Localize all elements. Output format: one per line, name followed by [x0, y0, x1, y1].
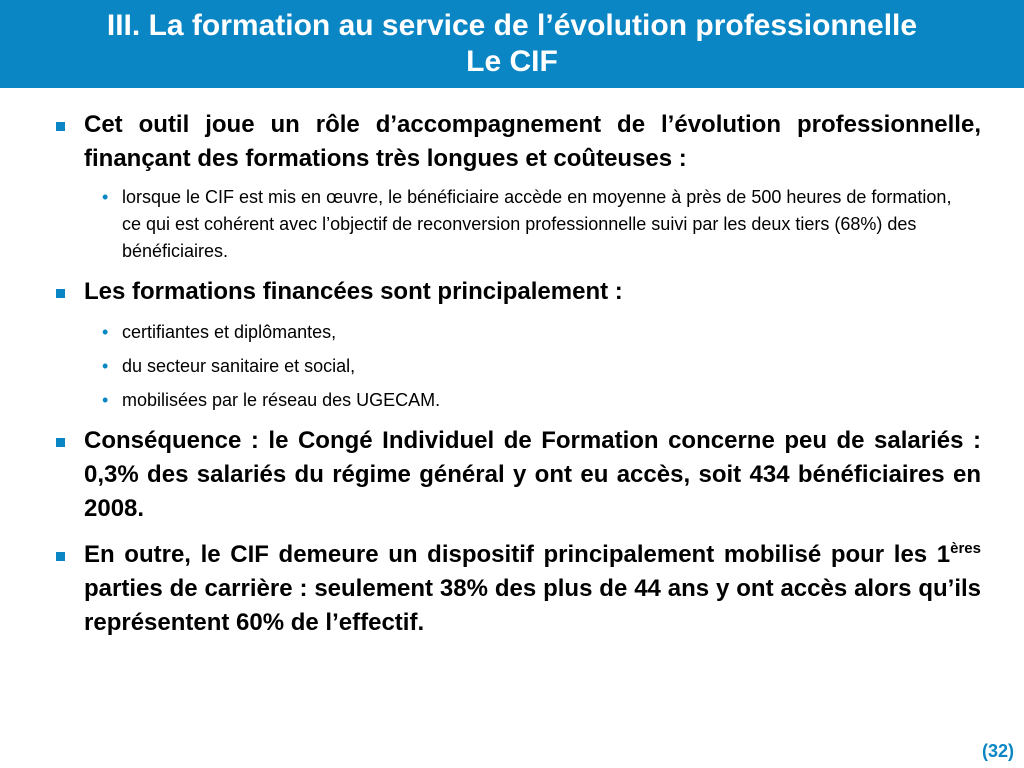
- square-bullet-icon: [56, 438, 65, 447]
- dot-bullet-icon: •: [102, 356, 109, 376]
- dot-bullet-icon: •: [102, 187, 109, 207]
- square-bullet-icon: [56, 552, 65, 561]
- sub-bullet-item: [102, 184, 972, 265]
- sub-bullet-item: [102, 319, 972, 346]
- bullet-item: [84, 424, 981, 526]
- bullet-text: Les formations financées sont principalement :: [84, 278, 623, 305]
- sub-bullet-item: [102, 353, 972, 380]
- sub-bullet-item: [102, 387, 972, 414]
- slide-subtitle: Le CIF: [466, 45, 558, 78]
- sub-bullet-text: mobilisées par le réseau des UGECAM.: [122, 390, 441, 410]
- square-bullet-icon: [56, 289, 65, 298]
- slide-body: [0, 108, 1024, 640]
- bullet-item: [84, 275, 981, 309]
- bullet-text: Cet outil joue un rôle d’accompagnement de l’évolution professionnelle, finançant des formations très longues et coûteuses :: [84, 111, 981, 172]
- slide-header: [0, 0, 1024, 88]
- slide-number: (32): [981, 741, 1014, 761]
- slide-title: III. La formation au service de l’évolution professionnelle: [106, 9, 918, 42]
- bullet-text-part: En outre, le CIF demeure un dispositif principalement mobilisé pour les 1: [84, 541, 951, 568]
- dot-bullet-icon: •: [102, 390, 109, 410]
- bullet-item: [84, 538, 981, 640]
- bullet-text: Conséquence : le Congé Individuel de Formation concerne peu de salariés : 0,3% des salariés du régime général y ont eu accès, soit 434 bénéficiaires en 2008.: [84, 427, 981, 522]
- sub-bullet-text: du secteur sanitaire et social,: [122, 356, 356, 376]
- bullet-text-part: parties de carrière : seulement 38% des plus de 44 ans y ont accès alors qu’ils représentent 60% de l’effectif.: [84, 575, 981, 636]
- sub-bullet-text: lorsque le CIF est mis en œuvre, le bénéficiaire accède en moyenne à près de 500 heures de formation, ce qui est cohérent avec l’objectif de reconversion professionnelle suivi par les deux tiers (68%) des bénéficiaires.: [122, 187, 952, 261]
- sub-bullet-text: certifiantes et diplômantes,: [122, 322, 337, 342]
- square-bullet-icon: [56, 122, 65, 131]
- superscript-text: ères: [950, 540, 981, 557]
- bullet-item: [84, 108, 981, 176]
- dot-bullet-icon: •: [102, 322, 109, 342]
